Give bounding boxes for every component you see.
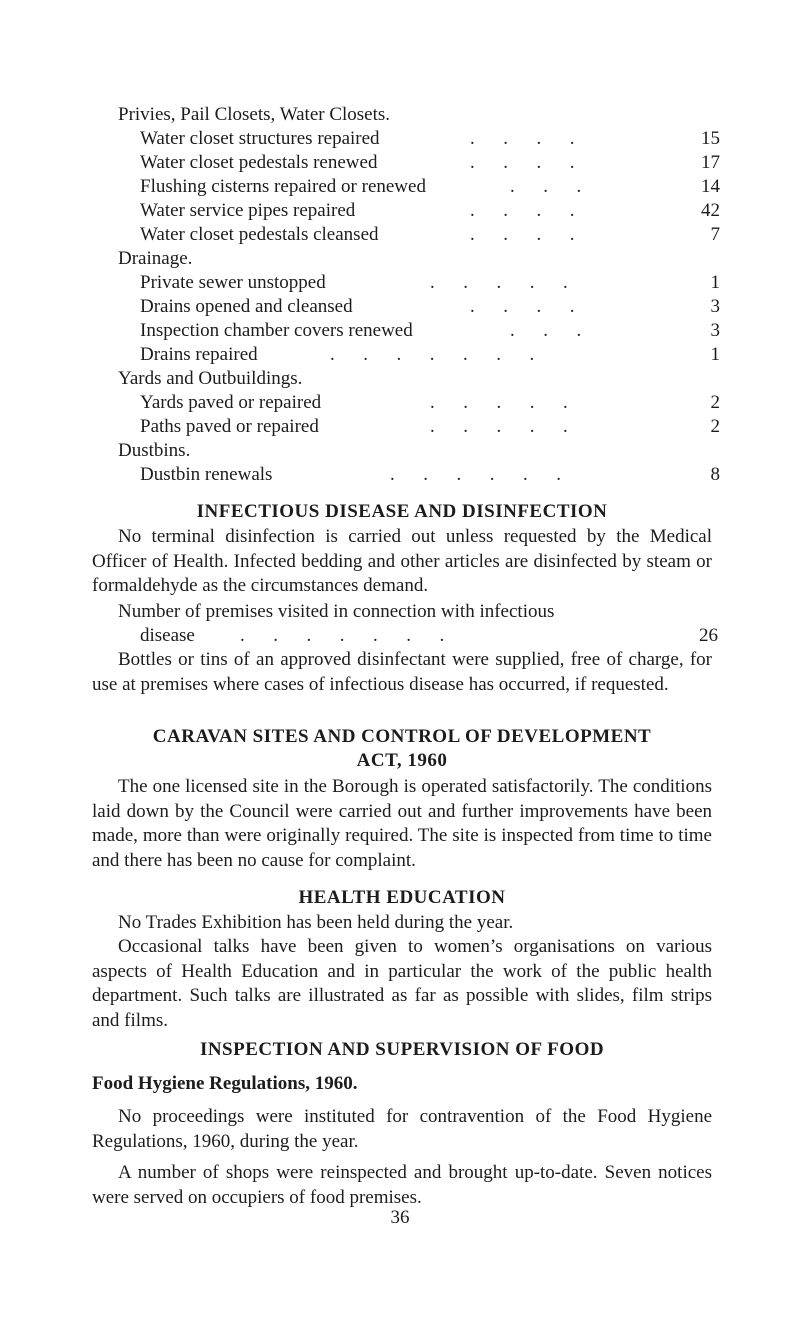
dot-leader: . . . . — [470, 200, 575, 221]
item-label: Water service pipes repaired — [140, 199, 359, 223]
premises-visited-line — [118, 600, 718, 625]
section-heading-food: INSPECTION AND SUPERVISION OF FOOD — [199, 1039, 605, 1060]
dot-leader: . . . . . — [430, 416, 568, 437]
item-label: Private sewer unstopped — [140, 271, 330, 295]
dot-leader: . . . . — [470, 296, 575, 317]
dot-leader: . . . . . . — [390, 464, 561, 485]
list-item — [140, 223, 720, 247]
list-item — [140, 391, 720, 415]
list-item — [140, 319, 720, 343]
premises-visited-line-2 — [140, 624, 718, 649]
list-item — [140, 415, 720, 439]
list-item — [140, 463, 720, 487]
section-heading-health-education: HEALTH EDUCATION — [298, 887, 506, 908]
caravan-heading-line1: CARAVAN SITES AND CONTROL OF DEVELOPMENT — [152, 726, 652, 747]
item-value: 7 — [710, 224, 720, 245]
section-heading-caravan — [92, 725, 712, 773]
item-label: Dustbin renewals — [140, 463, 276, 487]
premises-label-cont: disease — [140, 625, 195, 646]
paragraph: No Trades Exhibition has been held during the year. — [118, 912, 514, 933]
item-value: 8 — [710, 464, 720, 485]
item-value: 15 — [701, 128, 720, 149]
item-label: Flushing cisterns repaired or renewed — [140, 175, 430, 199]
dot-leader: . . . — [510, 320, 582, 341]
category-heading: Privies, Pail Closets, Water Closets. — [118, 104, 391, 125]
section-heading-infectious: INFECTIOUS DISEASE AND DISINFECTION — [196, 501, 608, 522]
item-label: Water closet pedestals cleansed — [140, 223, 383, 247]
item-label: Yards paved or repaired — [140, 391, 325, 415]
dot-leader: . . . . . — [430, 272, 568, 293]
item-value: 1 — [710, 344, 720, 365]
list-item — [140, 175, 720, 199]
list-item — [140, 127, 720, 151]
paragraph: The one licensed site in the Borough is operated satisfactorily. The conditions laid down by the Council were carried out and further improvements have been made, more than were originally required. The site is inspected from time to time and there has been no cause for complaint. — [92, 776, 712, 871]
list-item — [140, 343, 720, 367]
dot-leader: . . . . — [470, 128, 575, 149]
page-number: 36 — [390, 1207, 410, 1228]
item-value: 1 — [710, 272, 720, 293]
paragraph: No terminal disinfection is carried out unless requested by the Medical Officer of Health. Infected bedding and other articles are disinfected by steam or formaldehyde as the circumstances demand. — [92, 526, 712, 596]
dot-leader: . . . . . — [430, 392, 568, 413]
category-heading: Yards and Outbuildings. — [118, 368, 303, 389]
item-value: 3 — [710, 320, 720, 341]
paragraph: Occasional talks have been given to women’s organisations on various aspects of Health Education and in particular the work of the public health department. Such talks are illustrated as far as possible with slides, film strips and films. — [92, 936, 712, 1031]
item-value: 2 — [710, 416, 720, 437]
item-label: Drains opened and cleansed — [140, 295, 357, 319]
premises-label: Number of premises visited in connection with infectious — [118, 601, 555, 622]
item-label: Water closet structures repaired — [140, 127, 384, 151]
paragraph: No proceedings were instituted for contravention of the Food Hygiene Regulations, 1960, during the year. — [92, 1106, 712, 1152]
premises-value: 26 — [699, 625, 718, 646]
item-label: Water closet pedestals renewed — [140, 151, 381, 175]
caravan-heading-line2: ACT, 1960 — [356, 750, 448, 771]
dot-leader: . . . . — [470, 224, 575, 245]
dot-leader: . . . . . . . — [330, 344, 535, 365]
item-value: 14 — [701, 176, 720, 197]
paragraph: Bottles or tins of an approved disinfectant were supplied, free of charge, for use at premises where cases of infectious disease has occurred, if requested. — [92, 649, 712, 695]
subheading-food-hygiene: Food Hygiene Regulations, 1960. — [92, 1073, 358, 1094]
dot-leader: . . . — [510, 176, 582, 197]
list-item — [140, 271, 720, 295]
item-value: 2 — [710, 392, 720, 413]
item-label: Inspection chamber covers renewed — [140, 319, 417, 343]
item-label: Drains repaired — [140, 343, 262, 367]
dot-leader: . . . . — [470, 152, 575, 173]
category-heading: Dustbins. — [118, 440, 191, 461]
item-value: 42 — [701, 200, 720, 221]
item-value: 17 — [701, 152, 720, 173]
category-heading: Drainage. — [118, 248, 193, 269]
list-item — [140, 199, 720, 223]
paragraph: A number of shops were reinspected and brought up-to-date. Seven notices were served on occupiers of food premises. — [92, 1162, 712, 1208]
item-value: 3 — [710, 296, 720, 317]
dot-leader: . . . . . . . — [240, 625, 445, 646]
list-item — [140, 151, 720, 175]
item-label: Paths paved or repaired — [140, 415, 323, 439]
list-item — [140, 295, 720, 319]
